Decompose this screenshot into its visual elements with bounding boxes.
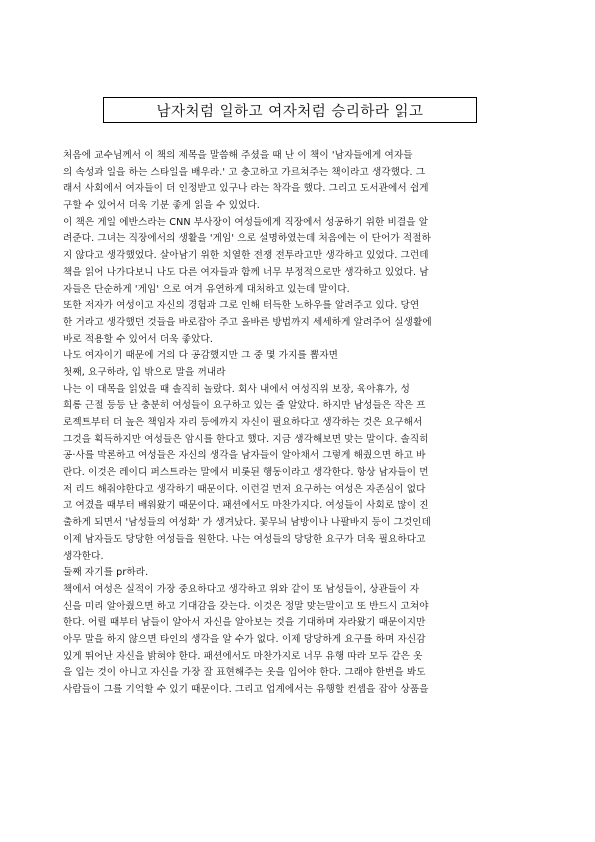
text-line: 나도 여자이기 때문에 거의 다 공감했지만 그 중 몇 가지를 뽑자면 [63, 350, 339, 362]
text-line: 구할 수 있어서 더욱 기분 좋게 읽을 수 있었다. [63, 200, 260, 212]
text-line: 둘째 자기를 pr하라. [63, 567, 149, 579]
text-line: 있게 뛰어난 자신을 밝혀야 한다. 패션에서도 마찬가지로 너무 유행 따라 모두 같은 옷 [63, 650, 423, 662]
text-line: 첫째, 요구하라, 입 밖으로 말을 꺼내라 [63, 366, 226, 378]
text-line: 나는 이 대목을 읽었을 때 솔직히 놀랐다. 회사 내에서 여성직위 보장, 육아휴가, 성 [63, 383, 411, 395]
title-box [103, 97, 477, 123]
text-line: 바로 적용할 수 있어서 더욱 좋았다. [63, 333, 214, 345]
text-line: 그것을 획득하지만 여성들은 암시를 한다고 했다. 지금 생각해보면 맞는 말이다. 솔직히 [63, 433, 429, 445]
text-line: 아무 말을 하지 않으면 타인의 생각을 알 수가 없다. 이제 당당하게 요구를 하며 자신감 [63, 633, 426, 645]
text-line: 출하게 되면서 '남성들의 여성화' 가 생겨났다. 꽃무늬 남방이나 나팔바지 등이 그것인데 [63, 517, 431, 529]
text-line: 자들은 단순하게 '게임' 으로 여겨 유연하게 대처하고 있는데 말이다. [63, 283, 350, 295]
text-line: 처음에 교수님께서 이 책의 제목을 말씀해 주셨을 때 난 이 책이 '남자들에게 여자들 [63, 150, 413, 161]
text-line: 또한 저자가 여성이고 자신의 경험과 그로 인해 터득한 노하우를 알려주고 있다. 당연 [63, 300, 420, 312]
text-line: 고 여겼을 때부터 배워왔기 때문이다. 패션에서도 마찬가지다. 여성들이 사회로 많이 진 [63, 500, 429, 512]
text-line: 책에서 여성은 실적이 가장 중요하다고 생각하고 위와 같이 또 남성들이, 상관들이 자 [63, 583, 420, 595]
text-line: 을 입는 것이 아니고 자신을 가장 잘 표현해주는 옷을 입어야 한다. 그래야 한번을 봐도 [63, 667, 426, 679]
text-line: 신을 미리 알아줬으면 하고 기대감을 갖는다. 이것은 정말 맞는말이고 또 반드시 고쳐야 [63, 600, 429, 612]
text-line: 한 거라고 생각했던 것들을 바로잡아 주고 올바른 방법까지 세세하게 알려주어 실생활에 [63, 316, 432, 328]
text-line: 려준다. 그녀는 직장에서의 생활을 '게임' 으로 설명하였는데 처음에는 이 단어가 적절하 [63, 233, 431, 245]
text-line: 희롱 근절 등등 난 충분히 여성들이 요구하고 있는 줄 알았다. 하지만 남성들은 작은 프 [63, 400, 426, 412]
document-title: 남자처럼 일하고 여자처럼 승리하라 읽고 [156, 103, 424, 120]
text-line: 생각한다. [63, 550, 104, 562]
text-line: 공·사를 막론하고 여성들은 자신의 생각을 남자들이 알아채서 그렇게 해줬으면 하고 바 [63, 450, 426, 462]
text-line: 이 책은 게일 에반스라는 CNN 부사장이 여성들에게 직장에서 성공하기 위한 비결을 알 [63, 216, 429, 228]
document-body [63, 148, 533, 699]
text-line: 이제 남자들도 당당한 여성들을 원한다. 나는 여성들의 당당한 요구가 더욱 필요하다고 [63, 533, 426, 545]
text-line: 한다. 어릴 때부터 남들이 알아서 자신을 알아보는 것을 기대하며 자라왔기 때문이지만 [63, 617, 426, 629]
text-line: 란다. 이것은 레이디 퍼스트라는 말에서 비롯된 행동이라고 생각한다. 항상 남자들이 먼 [63, 467, 429, 479]
text-line: 저 리드 해줘야한다고 생각하기 때문이다. 이런걸 먼저 요구하는 여성은 자존심이 없다 [63, 483, 426, 495]
text-line: 책을 읽어 나가다보니 나도 다른 여자들과 함께 너무 부정적으로만 생각하고 있었다. 남 [63, 266, 429, 278]
text-line: 래서 사회에서 여자들이 더 인정받고 있구나 라는 착각을 했다. 그리고 도서관에서 쉽게 [63, 183, 429, 195]
text-line: 지 않다고 생각했었다. 살아남기 위한 치열한 전쟁 전투라고만 생각하고 있었다. 그런데 [63, 250, 429, 262]
text-line: 사람들이 그를 기억할 수 있기 때문이다. 그리고 업계에서는 유행할 컨셉을 잡아 상품을 [63, 684, 429, 695]
text-line: 로젝트부터 더 높은 책임자 자리 등에까지 자신이 필요하다고 생각하는 것은 요구해서 [63, 417, 423, 428]
text-line: 의 속성과 일을 하는 스타일을 배우라.' 고 충고하고 가르쳐주는 책이라고 생각했다. 그 [63, 166, 426, 178]
